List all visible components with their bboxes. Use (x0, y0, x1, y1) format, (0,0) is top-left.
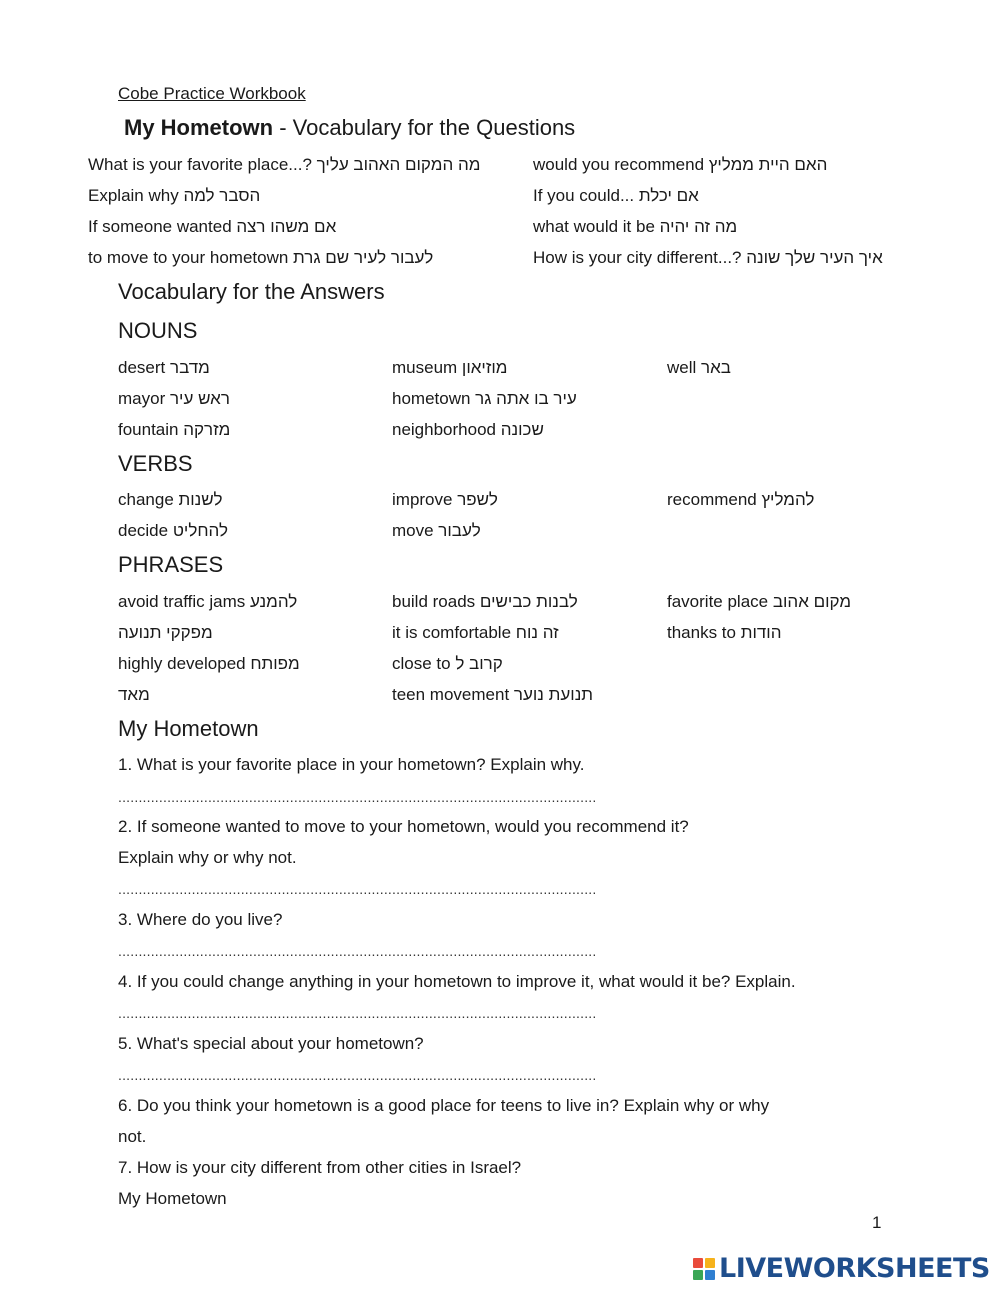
question-vocab-right-3: what would it be מה זה יהיה (533, 217, 738, 236)
logo-square-blue (705, 1270, 715, 1280)
answer-line-5[interactable]: ..................................................................................................................... (118, 1067, 597, 1083)
verb-item: decide להחליט (118, 521, 228, 540)
question-vocab-right-1: would you recommend האם היית ממליץ (533, 155, 828, 174)
answer-line-4[interactable]: ..................................................................................................................... (118, 1005, 597, 1021)
phrase-item: teen movement תנועת נוער (392, 685, 594, 704)
question-1: 1. What is your favorite place in your hometown? Explain why. (118, 755, 585, 774)
phrase-item: thanks to הודות (667, 623, 782, 642)
noun-item: museum מוזיאון (392, 358, 508, 377)
workbook-title: Cobe Practice Workbook (118, 84, 306, 103)
page-title (124, 115, 575, 141)
verb-item: move לעבור (392, 521, 481, 540)
question-vocab-left-2: Explain why הסבר למה (88, 186, 261, 205)
phrase-item: it is comfortable זה נוח (392, 623, 559, 642)
logo-text: LIVEWORKSHEETS (719, 1253, 990, 1284)
page-title-bold: My Hometown (124, 115, 274, 140)
liveworksheets-logo (693, 1253, 990, 1284)
logo-square-yellow (705, 1258, 715, 1268)
question-5: 5. What's special about your hometown? (118, 1034, 424, 1053)
phrase-item: highly developed מפותח (118, 654, 300, 673)
page-number: 1 (872, 1213, 882, 1232)
verb-item: improve לשפר (392, 490, 498, 509)
question-vocab-left-3: If someone wanted אם משהו רצה (88, 217, 337, 236)
noun-item: hometown עיר בו אתה גר (392, 389, 577, 408)
questions-heading: My Hometown (118, 716, 259, 741)
question-vocab-left-4: to move to your hometown לעבור לעיר שם גרת (88, 248, 434, 267)
question-2: 2. If someone wanted to move to your hometown, would you recommend it? (118, 817, 689, 836)
question-vocab-right-4: How is your city different...? איך העיר שלך שונה (533, 248, 883, 267)
answer-line-3[interactable]: ..................................................................................................................... (118, 943, 597, 959)
question-vocab-right-2: If you could... אם יכלת (533, 186, 699, 205)
question-3: 3. Where do you live? (118, 910, 283, 929)
phrases-heading: PHRASES (118, 552, 224, 577)
phrase-item: favorite place מקום אהוב (667, 592, 852, 611)
noun-item: fountain מזרקה (118, 420, 231, 439)
question-6-continued: not. (118, 1127, 147, 1146)
phrase-item: מאד (118, 685, 150, 704)
phrase-item: build roads לבנות כבישים (392, 592, 578, 611)
question-6: 6. Do you think your hometown is a good place for teens to live in? Explain why or why (118, 1096, 770, 1115)
phrase-item: avoid traffic jams להמנע (118, 592, 298, 611)
logo-square-green (693, 1270, 703, 1280)
noun-item: desert מדבר (118, 358, 210, 377)
verbs-heading: VERBS (118, 451, 193, 476)
phrase-item: מפקקי תנועה (118, 623, 213, 642)
question-7: 7. How is your city different from other cities in Israel? (118, 1158, 522, 1177)
phrase-item: close to קרוב ל (392, 654, 503, 673)
verb-item: change לשנות (118, 490, 223, 509)
footer-title: My Hometown (118, 1189, 227, 1208)
noun-item: mayor ראש עיר (118, 389, 230, 408)
noun-item: neighborhood שכונה (392, 420, 544, 439)
answers-heading: Vocabulary for the Answers (118, 279, 385, 304)
logo-grid-icon (693, 1258, 715, 1280)
question-2-continued: Explain why or why not. (118, 848, 297, 867)
page-title-rest: - Vocabulary for the Questions (273, 115, 576, 140)
noun-item: well באר (667, 358, 731, 377)
nouns-heading: NOUNS (118, 318, 198, 343)
question-vocab-left-1: What is your favorite place...? מה המקום האהוב עליך (88, 155, 481, 174)
logo-square-red (693, 1258, 703, 1268)
question-4: 4. If you could change anything in your hometown to improve it, what would it be? Explain. (118, 972, 796, 991)
answer-line-1[interactable]: ..................................................................................................................... (118, 789, 597, 805)
verb-item: recommend להמליץ (667, 490, 815, 509)
answer-line-2[interactable]: ..................................................................................................................... (118, 881, 597, 897)
